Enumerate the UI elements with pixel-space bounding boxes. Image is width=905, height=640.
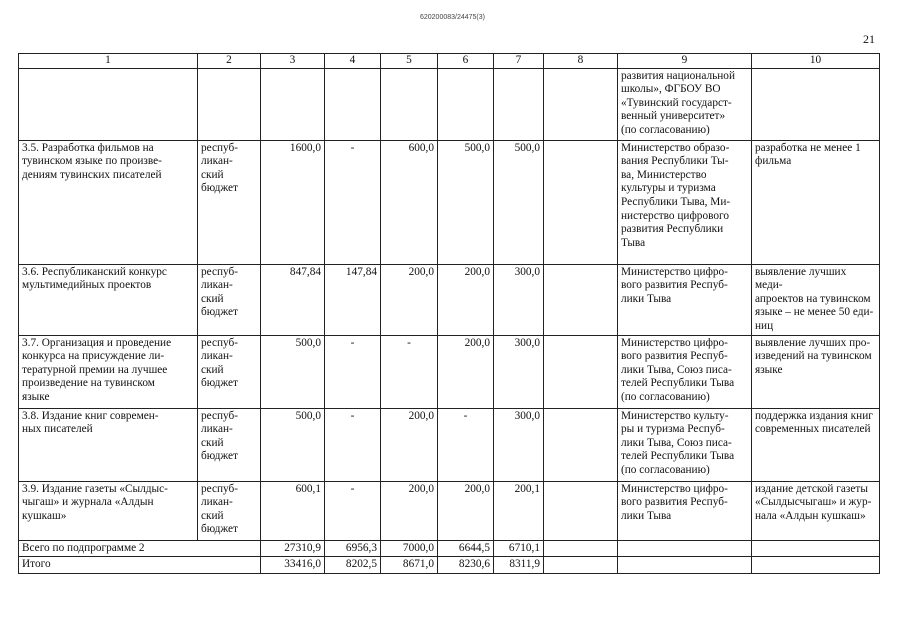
subtotal-total: 27310,9 [261, 540, 325, 557]
year3-cell: 200,0 [438, 264, 494, 335]
grand-total-total: 33416,0 [261, 557, 325, 574]
source-cell: респуб- ликан- ский бюджет [198, 408, 261, 481]
column-header: 4 [325, 54, 381, 69]
item-cell: 3.7. Организация и проведение конкурса на присуждение ли- тературной премии на лучшее произведение на тувинском языке [19, 335, 198, 408]
year2-cell: 200,0 [381, 264, 438, 335]
column-number-row [19, 54, 880, 69]
year1-cell: - [325, 140, 381, 264]
year2-cell: - [381, 335, 438, 408]
grand-total-year2: 8671,0 [381, 557, 438, 574]
executor-cell: Министерство образо- вания Республики Ты- ва, Министерство культуры и туризма Республики Тыва, Ми- нистерство цифрового развития Республики Тыва [618, 140, 752, 264]
subtotal-executor [618, 540, 752, 557]
year4-cell: 200,1 [494, 481, 544, 540]
year1-cell: - [325, 408, 381, 481]
year4-cell: 300,0 [494, 335, 544, 408]
year4-cell: 500,0 [494, 140, 544, 264]
year5-cell [544, 140, 618, 264]
year1-cell: - [325, 335, 381, 408]
result-cell: выявление лучших меди- апроектов на тувинском языке – не менее 50 еди- ниц [752, 264, 880, 335]
item-cell: 3.8. Издание книг современ- ных писателей [19, 408, 198, 481]
year5-cell [544, 68, 618, 140]
table-row [19, 481, 880, 540]
item-cell: 3.9. Издание газеты «Сылдыс- чыгаш» и журнала «Алдын кушкаш» [19, 481, 198, 540]
executor-cell: Министерство цифро- вого развития Респуб- лики Тыва [618, 481, 752, 540]
subtotal-result [752, 540, 880, 557]
subtotal-year3: 6644,5 [438, 540, 494, 557]
year1-cell [325, 68, 381, 140]
item-cell [19, 68, 198, 140]
year4-cell: 300,0 [494, 408, 544, 481]
result-cell: поддержка издания книг современных писателей [752, 408, 880, 481]
table-row [19, 140, 880, 264]
column-header: 10 [752, 54, 880, 69]
year1-cell: 147,84 [325, 264, 381, 335]
subtotal-year1: 6956,3 [325, 540, 381, 557]
source-cell: респуб- ликан- ский бюджет [198, 335, 261, 408]
total-cell: 500,0 [261, 408, 325, 481]
total-cell: 847,84 [261, 264, 325, 335]
column-header: 9 [618, 54, 752, 69]
year3-cell: 200,0 [438, 481, 494, 540]
grand-total-label: Итого [19, 557, 261, 574]
total-cell: 1600,0 [261, 140, 325, 264]
subtotal-year5 [544, 540, 618, 557]
table-row [19, 335, 880, 408]
column-header: 3 [261, 54, 325, 69]
year3-cell [438, 68, 494, 140]
table-row [19, 264, 880, 335]
result-cell: выявление лучших про- изведений на тувинском языке [752, 335, 880, 408]
document-code: 620200083/24475(3) [419, 14, 485, 21]
year5-cell [544, 481, 618, 540]
year3-cell: 500,0 [438, 140, 494, 264]
subtotal-year4: 6710,1 [494, 540, 544, 557]
year5-cell [544, 408, 618, 481]
table-row [19, 68, 880, 140]
item-cell: 3.5. Разработка фильмов на тувинском языке по произве- дениям тувинских писателей [19, 140, 198, 264]
year1-cell: - [325, 481, 381, 540]
grand-total-year1: 8202,5 [325, 557, 381, 574]
subtotal-label: Всего по подпрограмме 2 [19, 540, 261, 557]
year2-cell: 200,0 [381, 481, 438, 540]
year4-cell: 300,0 [494, 264, 544, 335]
source-cell: респуб- ликан- ский бюджет [198, 140, 261, 264]
column-header: 7 [494, 54, 544, 69]
year2-cell [381, 68, 438, 140]
subtotal-row [19, 540, 880, 557]
page-number: 21 [863, 32, 875, 46]
result-cell: издание детской газеты «Сылдысчыгаш» и жур- нала «Алдын кушкаш» [752, 481, 880, 540]
executor-cell: Министерство цифро- вого развития Респуб- лики Тыва, Союз писа- телей Республики Тыва (по согласованию) [618, 335, 752, 408]
source-cell: респуб- ликан- ский бюджет [198, 481, 261, 540]
total-cell: 600,1 [261, 481, 325, 540]
column-header: 6 [438, 54, 494, 69]
executor-cell: развития национальной школы», ФГБОУ ВО «Тувинский государст- венный университет» (по согласованию) [618, 68, 752, 140]
table-row [19, 408, 880, 481]
year3-cell: 200,0 [438, 335, 494, 408]
grand-total-year3: 8230,6 [438, 557, 494, 574]
source-cell: респуб- ликан- ский бюджет [198, 264, 261, 335]
result-cell: разработка не менее 1 фильма [752, 140, 880, 264]
column-header: 8 [544, 54, 618, 69]
grand-total-executor [618, 557, 752, 574]
result-cell [752, 68, 880, 140]
year5-cell [544, 264, 618, 335]
year2-cell: 200,0 [381, 408, 438, 481]
grand-total-row [19, 557, 880, 574]
executor-cell: Министерство культу- ры и туризма Респуб- лики Тыва, Союз писа- телей Республики Тыва (по согласованию) [618, 408, 752, 481]
total-cell [261, 68, 325, 140]
executor-cell: Министерство цифро- вого развития Респуб- лики Тыва [618, 264, 752, 335]
subtotal-year2: 7000,0 [381, 540, 438, 557]
column-header: 2 [198, 54, 261, 69]
column-header: 1 [19, 54, 198, 69]
grand-total-year5 [544, 557, 618, 574]
year4-cell [494, 68, 544, 140]
total-cell: 500,0 [261, 335, 325, 408]
program-table [18, 53, 880, 574]
year2-cell: 600,0 [381, 140, 438, 264]
year3-cell: - [438, 408, 494, 481]
item-cell: 3.6. Республиканский конкурс мультимедийных проектов [19, 264, 198, 335]
grand-total-result [752, 557, 880, 574]
grand-total-year4: 8311,9 [494, 557, 544, 574]
year5-cell [544, 335, 618, 408]
column-header: 5 [381, 54, 438, 69]
source-cell [198, 68, 261, 140]
